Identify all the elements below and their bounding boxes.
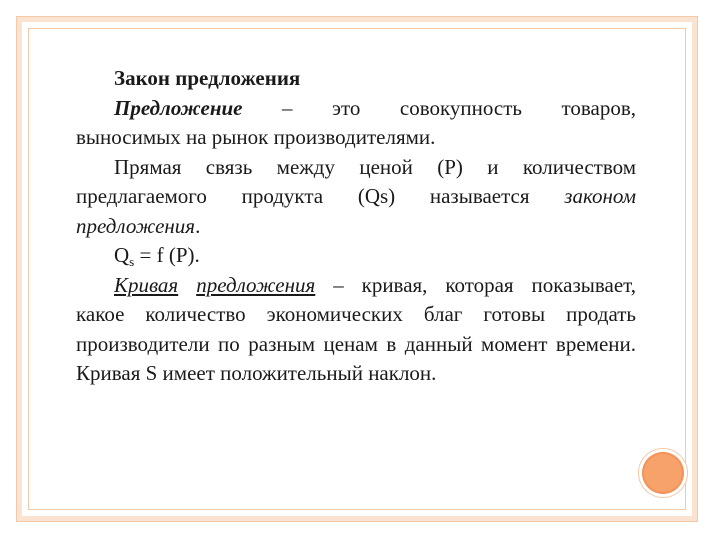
- slide-content: [76, 64, 636, 389]
- law-text: Прямая связь между ценой (P) и количеством предлагаемого продукта (Qs) называется: [76, 154, 636, 208]
- formula-rest: = f (P).: [134, 243, 200, 267]
- law-paragraph: [76, 153, 636, 242]
- law-term: законом предложения: [76, 184, 636, 238]
- definition-text-2: выносимых на рынок производителями.: [76, 125, 436, 149]
- definition-line-2: [76, 123, 636, 153]
- definition-text-1: – это совокупность товаров,: [242, 95, 636, 120]
- formula-subscript: s: [129, 254, 135, 269]
- law-end: .: [195, 213, 201, 238]
- definition-term: Предложение: [114, 95, 243, 120]
- title-text: Закон предложения: [114, 66, 301, 90]
- curve-term-2: предложения: [196, 272, 316, 297]
- formula: [76, 241, 636, 271]
- formula-q: Q: [114, 243, 130, 267]
- curve-paragraph: [76, 271, 636, 389]
- definition-line-1: [76, 94, 636, 124]
- decorative-circle: [642, 452, 684, 494]
- slide-title: [76, 64, 636, 94]
- curve-term-1: Кривая: [114, 272, 179, 297]
- curve-text: – кривая, которая показывает, какое количество экономических благ готовы продать производители по разным ценам в данный момент времени. Кривая S имеет положительный наклон.: [76, 272, 636, 385]
